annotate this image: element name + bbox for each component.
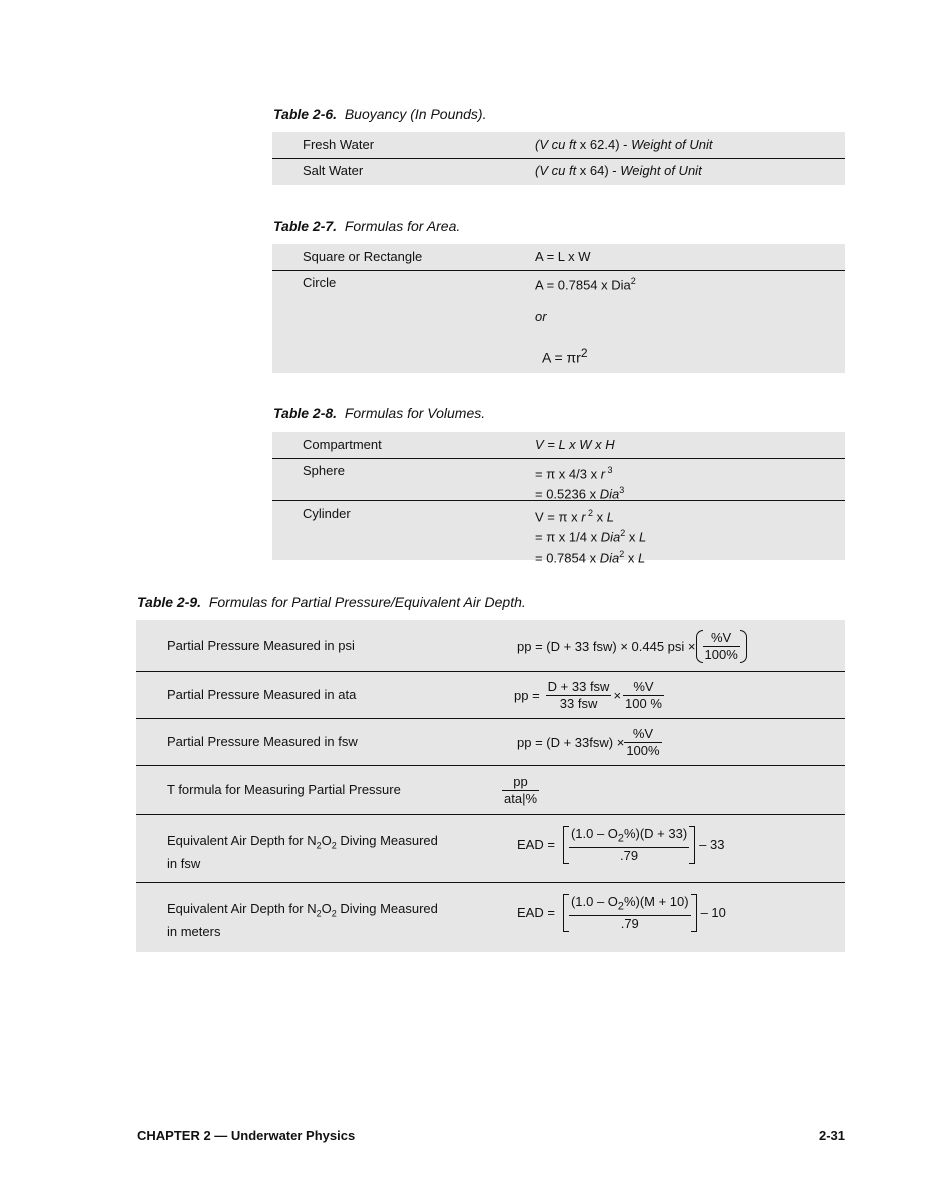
- formula-part: EAD =: [517, 836, 555, 852]
- row-label: Square or Rectangle: [303, 249, 423, 264]
- row-label: Salt Water: [303, 163, 364, 178]
- formula-line: [535, 505, 646, 525]
- table-row: [272, 244, 845, 271]
- denominator: 100%: [626, 743, 660, 758]
- table-row: [136, 766, 845, 815]
- denominator: ata|%: [504, 791, 538, 806]
- label-part: O: [321, 901, 332, 916]
- denominator: 100%: [704, 647, 738, 662]
- formula-sup: 2: [619, 548, 625, 559]
- label-part: Equivalent Air Depth for N: [167, 833, 317, 848]
- formula-part: pp = (D + 33fsw) ×: [517, 734, 625, 750]
- formula-part: r: [581, 509, 586, 525]
- caption-number: Table 2-9.: [137, 594, 202, 610]
- label-part: Diving Measured: [336, 901, 438, 916]
- fraction: [502, 774, 539, 807]
- formula-sup: 2: [585, 508, 594, 518]
- row-formula: [535, 273, 636, 293]
- numerator-sub: 2: [617, 900, 624, 913]
- formula-part: L: [638, 529, 647, 545]
- footer-chapter: CHAPTER 2 — Underwater Physics: [137, 1128, 356, 1143]
- formula-part: = 0.5236 x: [535, 486, 600, 502]
- formula-part: x 62.4) -: [576, 137, 632, 152]
- row-formula-pi: [542, 345, 588, 366]
- numerator: pp: [502, 774, 539, 791]
- formula-part: V = π x: [535, 509, 582, 525]
- row-formula: [517, 894, 726, 932]
- formula-part: – 10: [700, 904, 726, 920]
- formula-sup: 3: [605, 465, 613, 475]
- numerator: %V: [623, 679, 664, 696]
- numerator-part: %)(D + 33): [623, 826, 688, 841]
- row-label: Partial Pressure Measured in fsw: [167, 734, 358, 749]
- formula-line: [535, 546, 646, 566]
- label-line: [167, 832, 438, 855]
- label-sub: 2: [331, 908, 337, 919]
- numerator-sub: 2: [617, 832, 624, 845]
- row-label: Circle: [303, 275, 337, 290]
- fraction: [546, 679, 612, 712]
- table-2-9-caption: [137, 594, 526, 610]
- caption-text: Formulas for Partial Pressure/Equivalent Air Depth.: [208, 594, 526, 610]
- denominator: .79: [620, 847, 639, 863]
- formula-sup: 2: [630, 276, 636, 286]
- formula-sup: 2: [580, 346, 588, 360]
- formula-part: A = 0.7854 x Dia: [535, 277, 631, 293]
- label-line: in meters: [167, 923, 221, 939]
- bracket-group: [563, 894, 697, 932]
- times-sign: ×: [613, 687, 622, 703]
- numerator: %V: [703, 630, 740, 647]
- caption-number: Table 2-7.: [273, 218, 338, 234]
- fraction: [624, 726, 661, 759]
- row-formula: [535, 163, 702, 179]
- formula-part: x: [624, 549, 638, 565]
- caption-text: Formulas for Area.: [344, 218, 461, 234]
- row-label: Fresh Water: [303, 137, 375, 152]
- right-paren: [740, 630, 747, 663]
- table-2-6-caption: [273, 106, 486, 122]
- table-row: [272, 501, 845, 565]
- right-bracket: [691, 894, 697, 932]
- caption-number: Table 2-8.: [273, 405, 338, 421]
- table-row: [272, 459, 845, 501]
- fraction: [703, 630, 740, 663]
- paren-group: [696, 630, 747, 663]
- label-line: in fsw: [167, 855, 201, 871]
- formula-sup: 2: [620, 528, 626, 539]
- table-row: [136, 719, 845, 766]
- row-label: Sphere: [303, 463, 345, 478]
- numerator: [569, 894, 691, 916]
- row-formula: [502, 774, 539, 807]
- table-2-9: [136, 620, 845, 952]
- table-2-6: [272, 132, 845, 185]
- formula-part: L: [606, 509, 615, 525]
- formula-part: L: [637, 549, 646, 565]
- left-paren: [696, 630, 703, 663]
- label-sub: 2: [331, 840, 337, 851]
- formula-line: [535, 525, 646, 545]
- fraction: [623, 679, 664, 712]
- denominator: .79: [620, 915, 639, 931]
- formula-part: Weight of Unit: [620, 163, 702, 178]
- label-part: O: [321, 833, 332, 848]
- formula-part: Dia: [599, 549, 620, 565]
- formula-part: Weight of Unit: [631, 137, 713, 152]
- row-formula: [517, 630, 747, 663]
- table-2-7-caption: [273, 218, 460, 234]
- table-row: [136, 883, 845, 952]
- row-label: [167, 832, 438, 872]
- formula-part: = 0.7854 x: [535, 549, 600, 565]
- formula-part: pp =: [514, 687, 540, 703]
- formula-part: x 64) -: [576, 163, 621, 178]
- table-row: [272, 271, 845, 373]
- table-row: [272, 159, 845, 185]
- label-part: Diving Measured: [336, 833, 438, 848]
- label-sub: 2: [316, 840, 322, 851]
- formula-part: r: [600, 466, 606, 482]
- right-bracket: [689, 826, 695, 864]
- formula-part: (V cu ft: [535, 163, 577, 178]
- bracket-group: [563, 826, 695, 864]
- table-row: [272, 432, 845, 459]
- label-line: [167, 900, 438, 923]
- denominator: 33 fsw: [559, 696, 598, 711]
- row-formula: [535, 505, 646, 566]
- or-text: or: [535, 309, 547, 324]
- table-row: [136, 815, 845, 883]
- numerator-part: (1.0 – O: [570, 826, 618, 841]
- label-sub: 2: [316, 908, 322, 919]
- table-row: [136, 620, 845, 672]
- formula-part: – 33: [699, 836, 725, 852]
- row-label: Partial Pressure Measured in psi: [167, 638, 355, 653]
- row-formula: [517, 826, 724, 864]
- row-label: Cylinder: [303, 506, 351, 521]
- numerator-part: (1.0 – O: [570, 894, 618, 909]
- formula-part: EAD =: [517, 904, 555, 920]
- fraction: [569, 826, 689, 864]
- numerator: %V: [624, 726, 661, 743]
- table-2-8: [272, 432, 845, 565]
- formula-line: [535, 482, 624, 502]
- row-formula: A = L x W: [535, 249, 591, 264]
- row-formula: V = L x W x H: [535, 437, 615, 452]
- row-label: [167, 900, 438, 940]
- fraction: [569, 894, 691, 932]
- row-formula: [517, 726, 662, 759]
- caption-text: Buoyancy (In Pounds).: [344, 106, 487, 122]
- numerator: D + 33 fsw: [547, 679, 610, 694]
- formula-part: = π x 4/3 x: [535, 466, 601, 482]
- formula-part: (V cu ft: [535, 137, 577, 152]
- row-label: Partial Pressure Measured in ata: [167, 687, 357, 702]
- formula-part: A = πr: [542, 349, 581, 366]
- row-formula: [514, 679, 664, 712]
- formula-part: Dia: [599, 486, 620, 502]
- table-row: [272, 132, 845, 159]
- numerator-part: %)(M + 10): [623, 894, 689, 909]
- formula-part: = π x 1/4 x: [535, 529, 601, 545]
- formula-part: Dia: [600, 529, 621, 545]
- caption-number: Table 2-6.: [273, 106, 338, 122]
- footer-page-number: 2-31: [818, 1128, 845, 1143]
- formula-part: x: [625, 529, 639, 545]
- caption-text: Formulas for Volumes.: [344, 405, 486, 421]
- label-part: Equivalent Air Depth for N: [167, 901, 317, 916]
- formula-part: pp = (D + 33 fsw) × 0.445 psi ×: [517, 638, 696, 654]
- table-row: [136, 672, 845, 719]
- formula-sup: 3: [619, 485, 625, 496]
- row-label: Compartment: [303, 437, 382, 452]
- row-formula: [535, 462, 624, 503]
- denominator: 100 %: [625, 696, 662, 711]
- row-formula: [535, 137, 713, 153]
- formula-line: [535, 462, 624, 482]
- row-label: T formula for Measuring Partial Pressure: [167, 782, 401, 797]
- table-2-8-caption: [273, 405, 485, 421]
- table-2-7: [272, 244, 845, 373]
- numerator: [569, 826, 689, 848]
- formula-part: x: [593, 509, 607, 525]
